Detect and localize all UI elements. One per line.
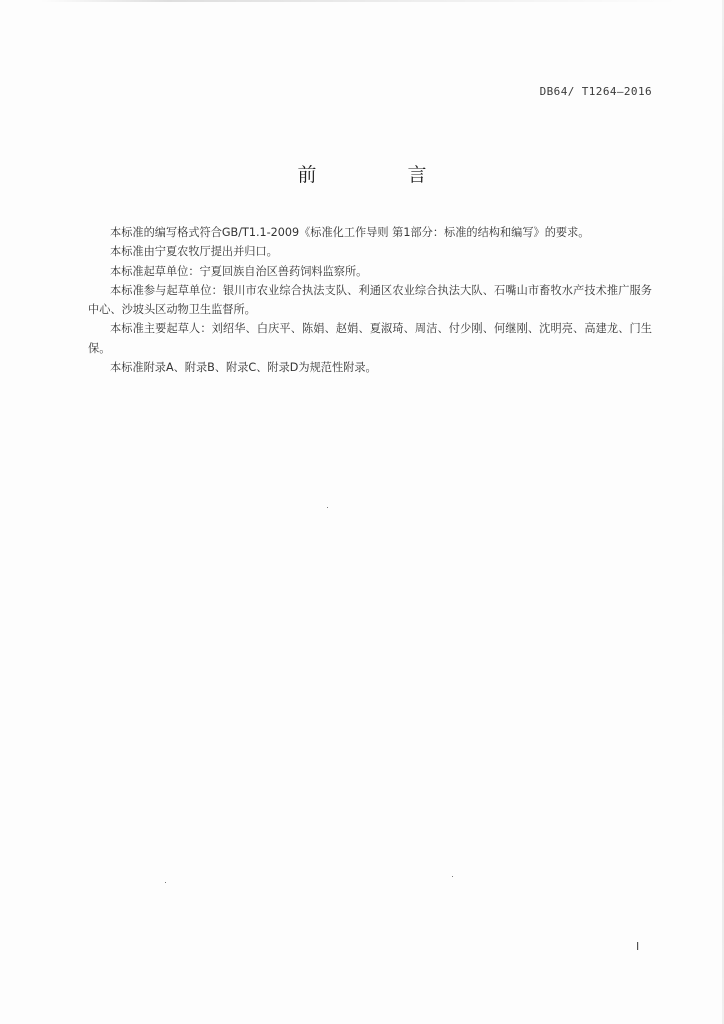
paragraph-main-drafters: 本标准主要起草人：刘绍华、白庆平、陈娟、赵娟、夏淑琦、周洁、付少刚、何继刚、沈明亮、高建龙、门生保。 bbox=[88, 322, 652, 355]
scan-speck bbox=[165, 882, 166, 883]
scan-speck bbox=[327, 507, 328, 508]
paragraph-proposer: 本标准由宁夏农牧厅提出并归口。 bbox=[110, 245, 278, 259]
paragraph-format: 本标准的编写格式符合GB/T1.1-2009《标准化工作导则 第1部分：标准的结构和编写》的要求。 bbox=[110, 226, 590, 239]
paragraph-drafting-unit: 本标准起草单位：宁夏回族自治区兽药饲料监察所。 bbox=[110, 264, 368, 278]
paragraph-participating-units: 本标准参与起草单位：银川市农业综合执法支队、利通区农业综合执法大队、石嘴山市畜牧水产技术推广服务中心、沙坡头区动物卫生监督所。 bbox=[88, 283, 652, 317]
foreword-body bbox=[88, 223, 652, 377]
page-number: I bbox=[636, 940, 640, 953]
paragraph-appendices: 本标准附录A、附录B、附录C、附录D为规范性附录。 bbox=[110, 361, 377, 375]
scan-edge-top bbox=[40, 0, 680, 2]
scan-speck bbox=[452, 876, 453, 877]
page-title: 前 言 bbox=[297, 164, 463, 186]
standard-code: DB64/ T1264—2016 bbox=[539, 85, 652, 98]
